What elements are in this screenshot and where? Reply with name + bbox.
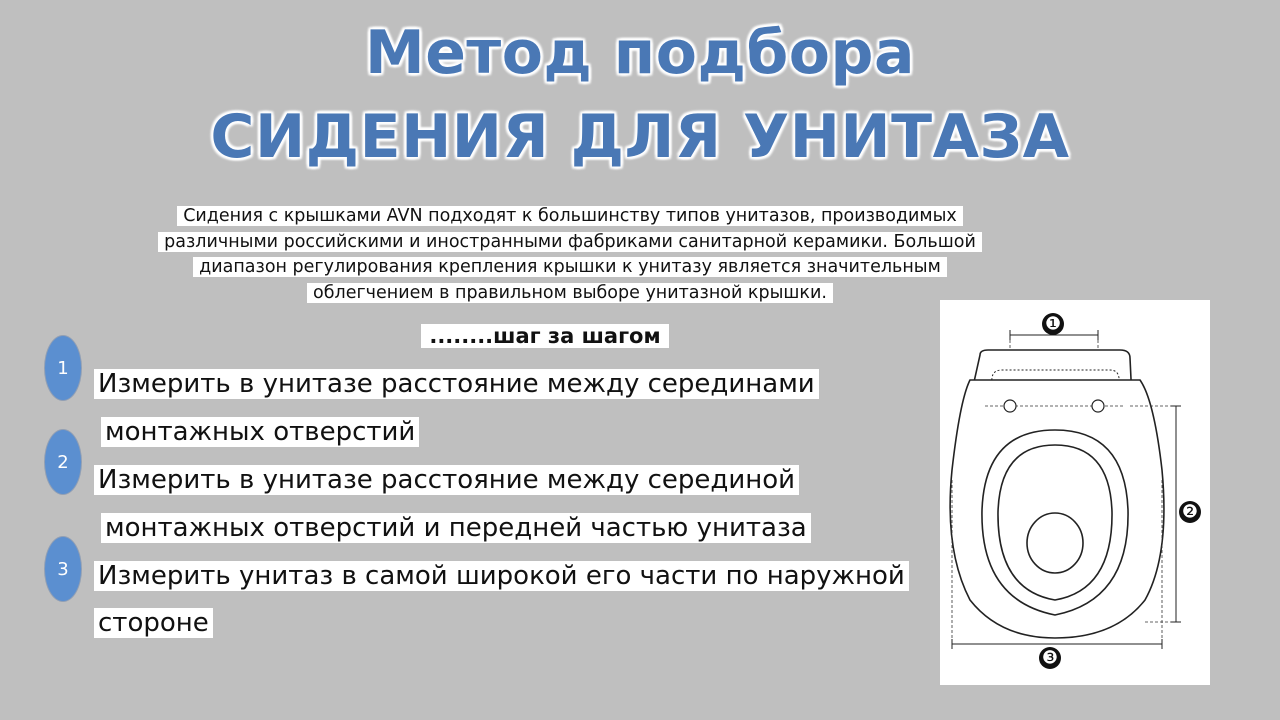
step-2-text-line-2 (101, 510, 811, 546)
step-3-text-line-1-label: Измерить унитаз в самой широкой его части по наружной (94, 561, 909, 591)
marker-1: ❶ (1044, 313, 1062, 335)
marker-2: ❷ (1181, 501, 1199, 523)
step-1-text-line-1 (94, 366, 819, 402)
step-1-text-line-2 (101, 414, 419, 450)
description-line-3: диапазон регулирования крепления крышки к унитазу является значительным (193, 257, 947, 277)
step-1-text-line-2-label: монтажных отверстий (101, 417, 419, 447)
description-line-4: облегчением в правильном выборе унитазной крышки. (307, 283, 833, 303)
subheading-text: ........шаг за шагом (421, 324, 668, 348)
step-1-text-line-1-label: Измерить в унитазе расстояние между серединами (94, 369, 819, 399)
step-2-text-line-2-label: монтажных отверстий и передней частью унитаза (101, 513, 811, 543)
step-2-badge: 2 (45, 430, 81, 494)
title-line-2: СИДЕНИЯ ДЛЯ УНИТАЗА (210, 102, 1070, 172)
mounting-hole-right (1092, 400, 1104, 412)
description-line-2: различными российскими и иностранными фабриками санитарной керамики. Большой (158, 232, 982, 252)
toilet-outline (950, 350, 1164, 638)
subheading (405, 320, 685, 352)
description (70, 204, 1070, 306)
step-3-text-line-2-label: стороне (94, 608, 213, 638)
step-2-text-line-1 (94, 462, 799, 498)
mounting-hole-left (1004, 400, 1016, 412)
step-3-text-line-2 (94, 605, 213, 641)
title-line-1: Метод подбора (365, 18, 915, 88)
step-3-badge: 3 (45, 537, 81, 601)
step-2-text-line-1-label: Измерить в унитазе расстояние между серединой (94, 465, 799, 495)
description-line-1: Сидения с крышками AVN подходят к большинству типов унитазов, производимых (177, 206, 963, 226)
step-1-badge: 1 (45, 336, 81, 400)
marker-3: ❸ (1041, 647, 1059, 669)
step-3-text-line-1 (94, 558, 909, 594)
toilet-seat-diagram (940, 300, 1210, 685)
